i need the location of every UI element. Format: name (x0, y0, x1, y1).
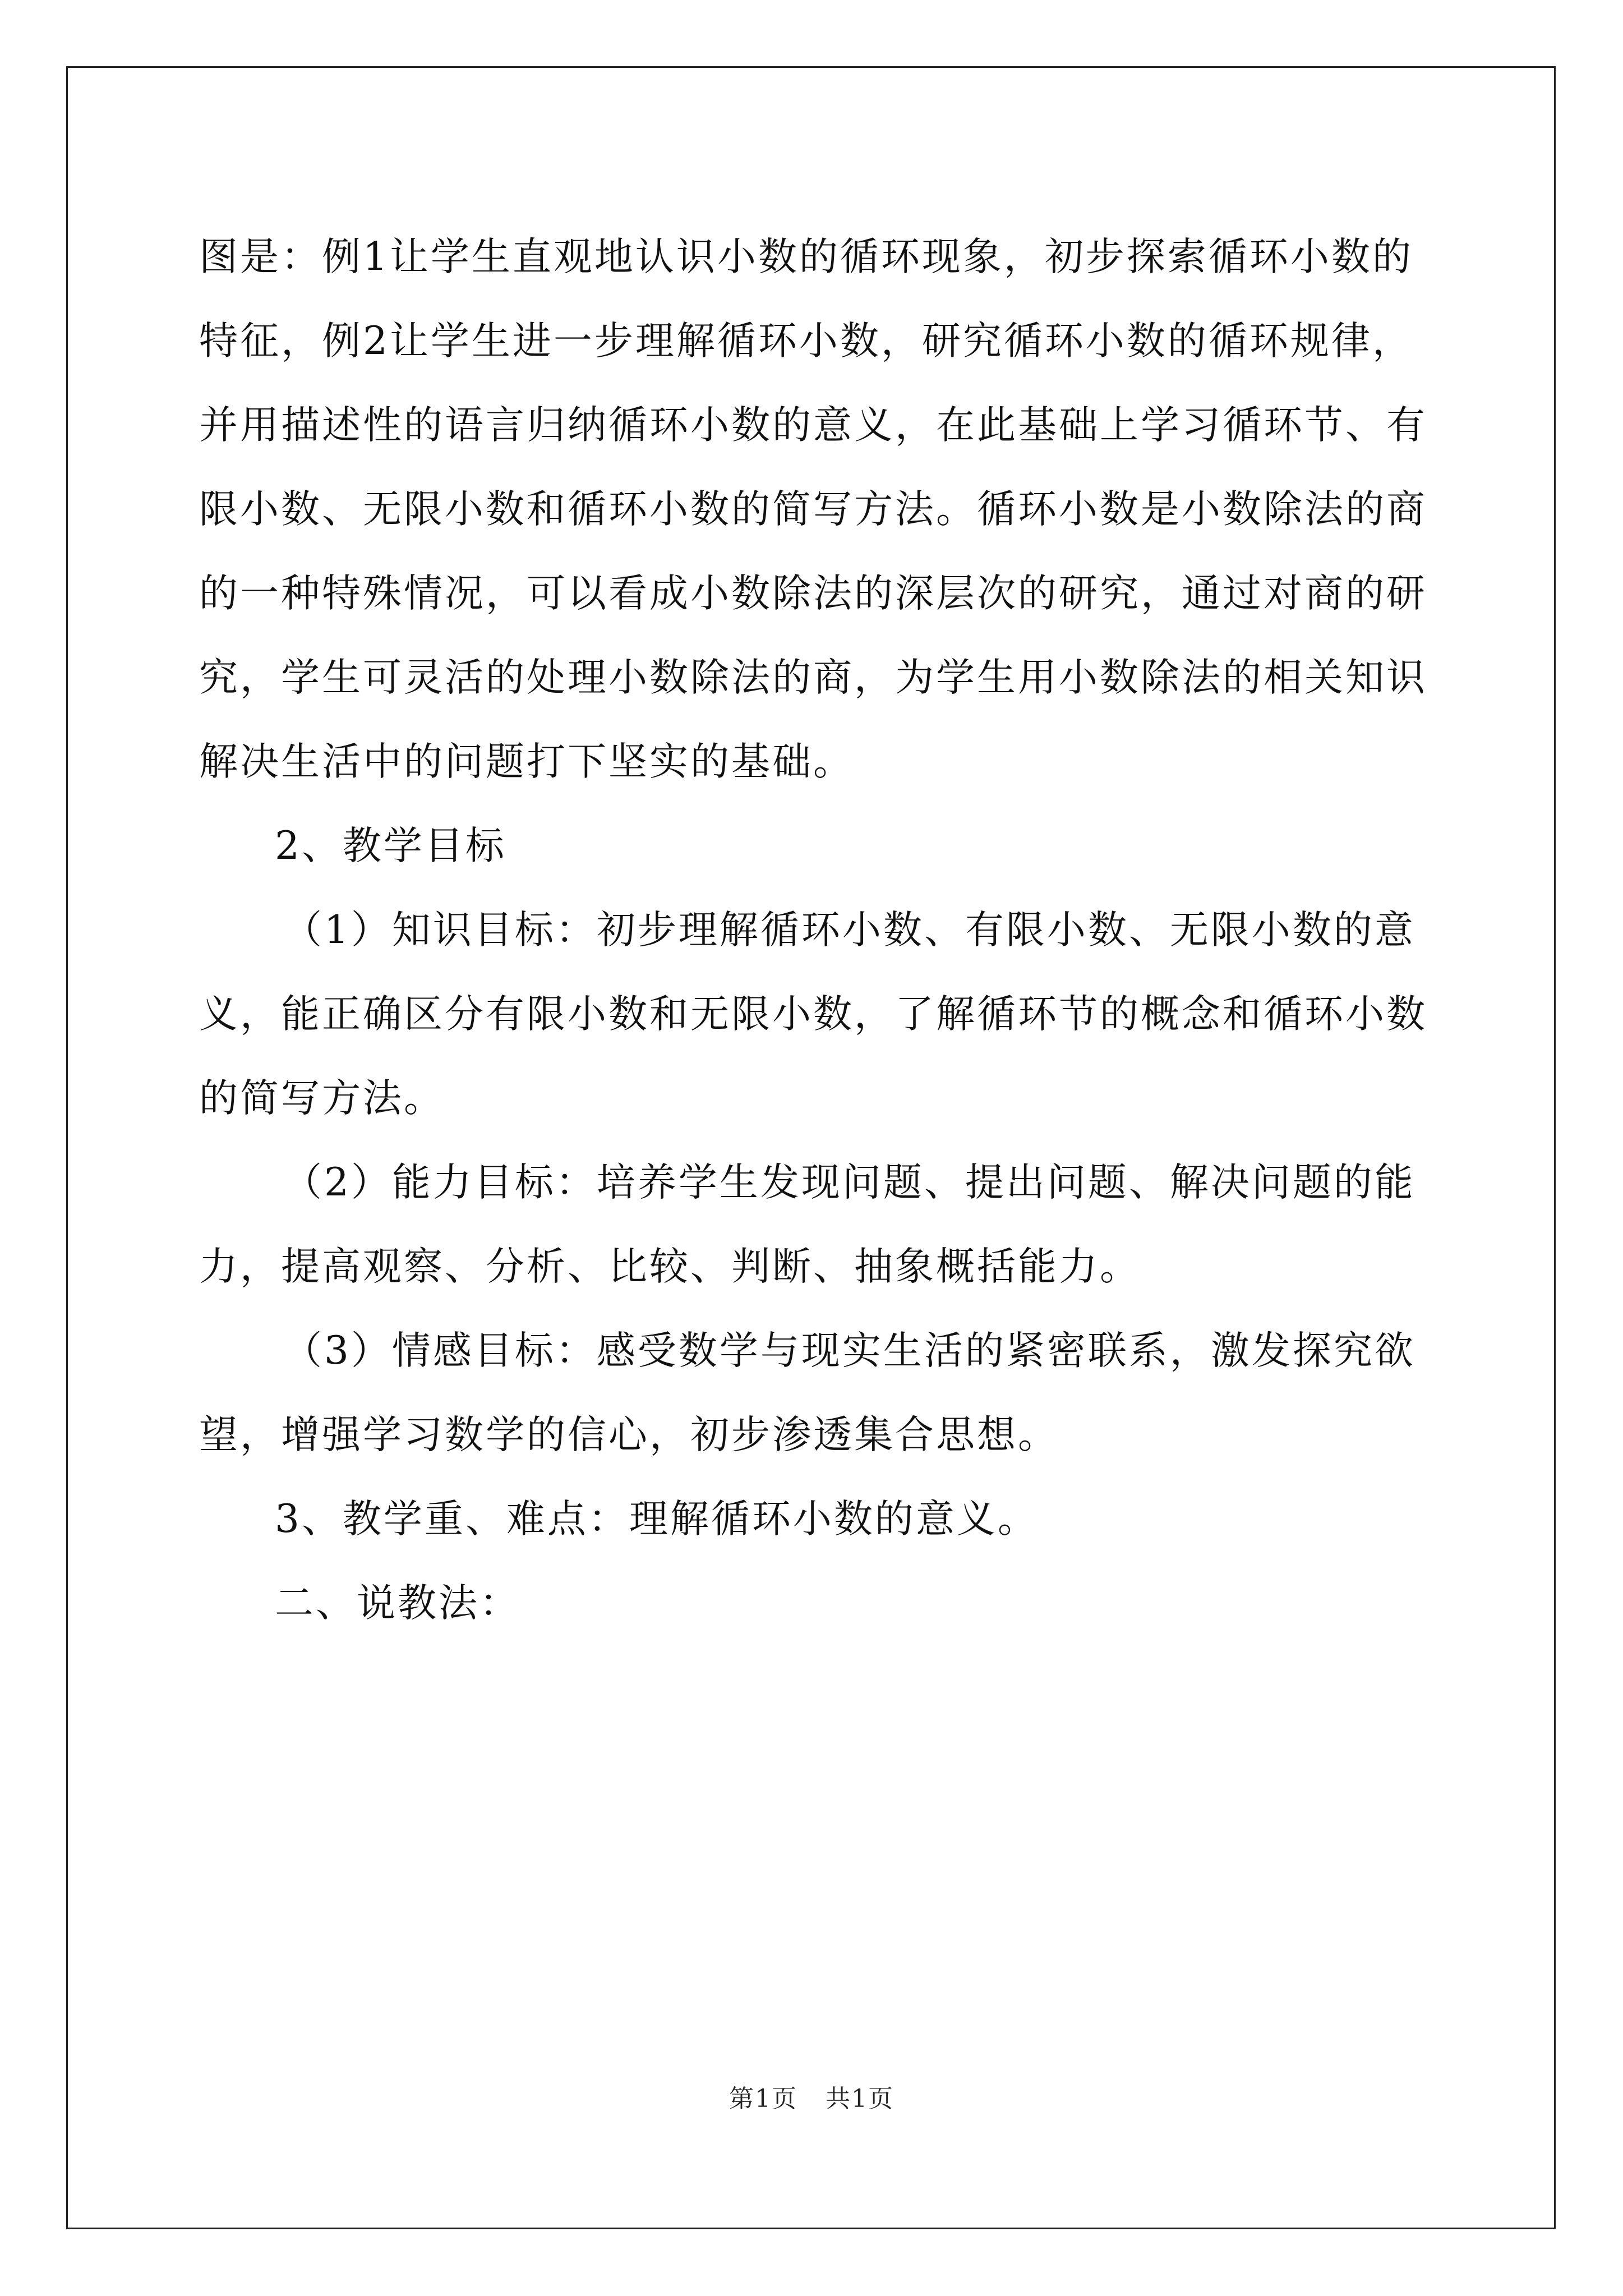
page-total: 共1页 (826, 2085, 894, 2113)
heading-teaching-goals: 2、教学目标 (275, 823, 506, 868)
page-footer (0, 2078, 1623, 2114)
paragraph-emotion-goal: （3）情感目标：感受数学与现实生活的紧密联系，激发探究欲望，增强学习数学的信心，初步渗透集合思想。 (199, 1328, 1415, 1457)
document-body (199, 215, 1427, 1645)
heading-teaching-method: 二、说教法： (275, 1581, 520, 1626)
page-number: 第1页 (729, 2085, 797, 2113)
paragraph-intro: 图是：例1让学生直观地认识小数的循环现象，初步探索循环小数的特征，例2让学生进一步理解循环小数，研究循环小数的循环规律，并用描述性的语言归纳循环小数的意义，在此基础上学习循环节、有限小数、无限小数和循环小数的简写方法。循环小数是小数除法的商的一种特殊情况，可以看成小数除法的深层次的研究，通过对商的研究，学生可灵活的处理小数除法的商，为学生用小数除法的相关知识解决生活中的问题打下坚实的基础。 (199, 234, 1427, 784)
paragraph-ability-goal: （2）能力目标：培养学生发现问题、提出问题、解决问题的能力，提高观察、分析、比较、判断、抽象概括能力。 (199, 1160, 1415, 1289)
paragraph-knowledge-goal: （1）知识目标：初步理解循环小数、有限小数、无限小数的意义，能正确区分有限小数和无限小数，了解循环节的概念和循环小数的简写方法。 (199, 908, 1427, 1121)
heading-key-points: 3、教学重、难点：理解循环小数的意义。 (275, 1497, 1039, 1542)
